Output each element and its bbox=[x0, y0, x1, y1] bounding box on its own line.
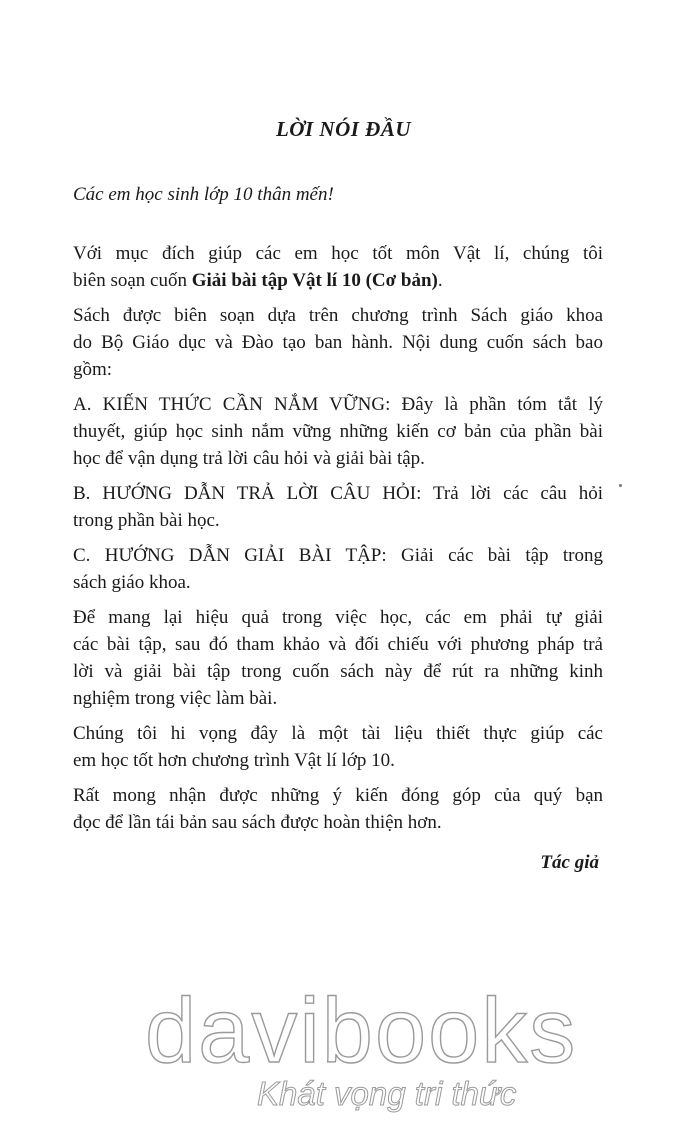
book-title: Giải bài tập Vật lí 10 (Cơ bản) bbox=[191, 270, 438, 291]
text-line: Với mục đích giúp các em học tốt môn Vật lí, chúng tôi bbox=[73, 243, 603, 264]
text-line: B. HƯỚNG DẪN TRẢ LỜI CÂU HỎI: Trả lời các câu hỏi bbox=[73, 483, 603, 504]
text-line bbox=[73, 267, 603, 294]
text-line: sách giáo khoa. bbox=[73, 572, 191, 593]
text-line: Sách được biên soạn dựa trên chương trình Sách giáo khoa bbox=[73, 305, 603, 326]
text-line: A. KIẾN THỨC CẦN NẮM VỮNG: Đây là phần tóm tắt lý bbox=[73, 394, 603, 415]
paragraph-8 bbox=[73, 782, 603, 836]
text-line: Rất mong nhận được những ý kiến đóng góp của quý bạn bbox=[73, 785, 603, 806]
paragraph-2 bbox=[73, 302, 603, 383]
text-span: biên soạn cuốn bbox=[73, 270, 192, 291]
text-line: Chúng tôi hi vọng đây là một tài liệu thiết thực giúp các bbox=[73, 723, 603, 744]
paragraph-1 bbox=[73, 240, 603, 294]
page-title: LỜI NÓI ĐẦU bbox=[275, 117, 411, 141]
scan-speck bbox=[619, 484, 622, 487]
paragraph-6 bbox=[73, 604, 603, 712]
text-line: học để vận dụng trả lời câu hỏi và giải bài tập. bbox=[73, 448, 425, 469]
text-line: thuyết, giúp học sinh nắm vững những kiến cơ bản của phần bài bbox=[73, 421, 603, 442]
text-line: các bài tập, sau đó tham khảo và đối chiếu với phương pháp trả bbox=[73, 634, 603, 655]
body-text bbox=[73, 240, 603, 844]
watermark-logo: davibooks bbox=[145, 980, 578, 1082]
greeting-line: Các em học sinh lớp 10 thân mến! bbox=[73, 184, 334, 205]
text-span: . bbox=[437, 270, 443, 291]
text-line: C. HƯỚNG DẪN GIẢI BÀI TẬP: Giải các bài tập trong bbox=[73, 545, 603, 566]
text-line: trong phần bài học. bbox=[73, 510, 220, 531]
text-line: gồm: bbox=[73, 359, 113, 380]
paragraph-3 bbox=[73, 391, 603, 472]
text-line: em học tốt hơn chương trình Vật lí lớp 10. bbox=[73, 750, 395, 771]
text-line: do Bộ Giáo dục và Đào tạo ban hành. Nội dung cuốn sách bao bbox=[73, 332, 603, 353]
text-line: lời và giải bài tập trong cuốn sách này để rút ra những kinh bbox=[73, 661, 603, 682]
paragraph-4 bbox=[73, 480, 603, 534]
text-line: Để mang lại hiệu quả trong việc học, các em phải tự giải bbox=[73, 607, 603, 628]
paragraph-5 bbox=[73, 542, 603, 596]
text-line: đọc để lần tái bản sau sách được hoàn thiện hơn. bbox=[73, 812, 442, 833]
author-signature: Tác giả bbox=[540, 852, 599, 873]
watermark bbox=[145, 980, 578, 1125]
text-line: nghiệm trong việc làm bài. bbox=[73, 688, 278, 709]
paragraph-7 bbox=[73, 720, 603, 774]
watermark-slogan: Khát vọng tri thức bbox=[257, 1075, 517, 1112]
